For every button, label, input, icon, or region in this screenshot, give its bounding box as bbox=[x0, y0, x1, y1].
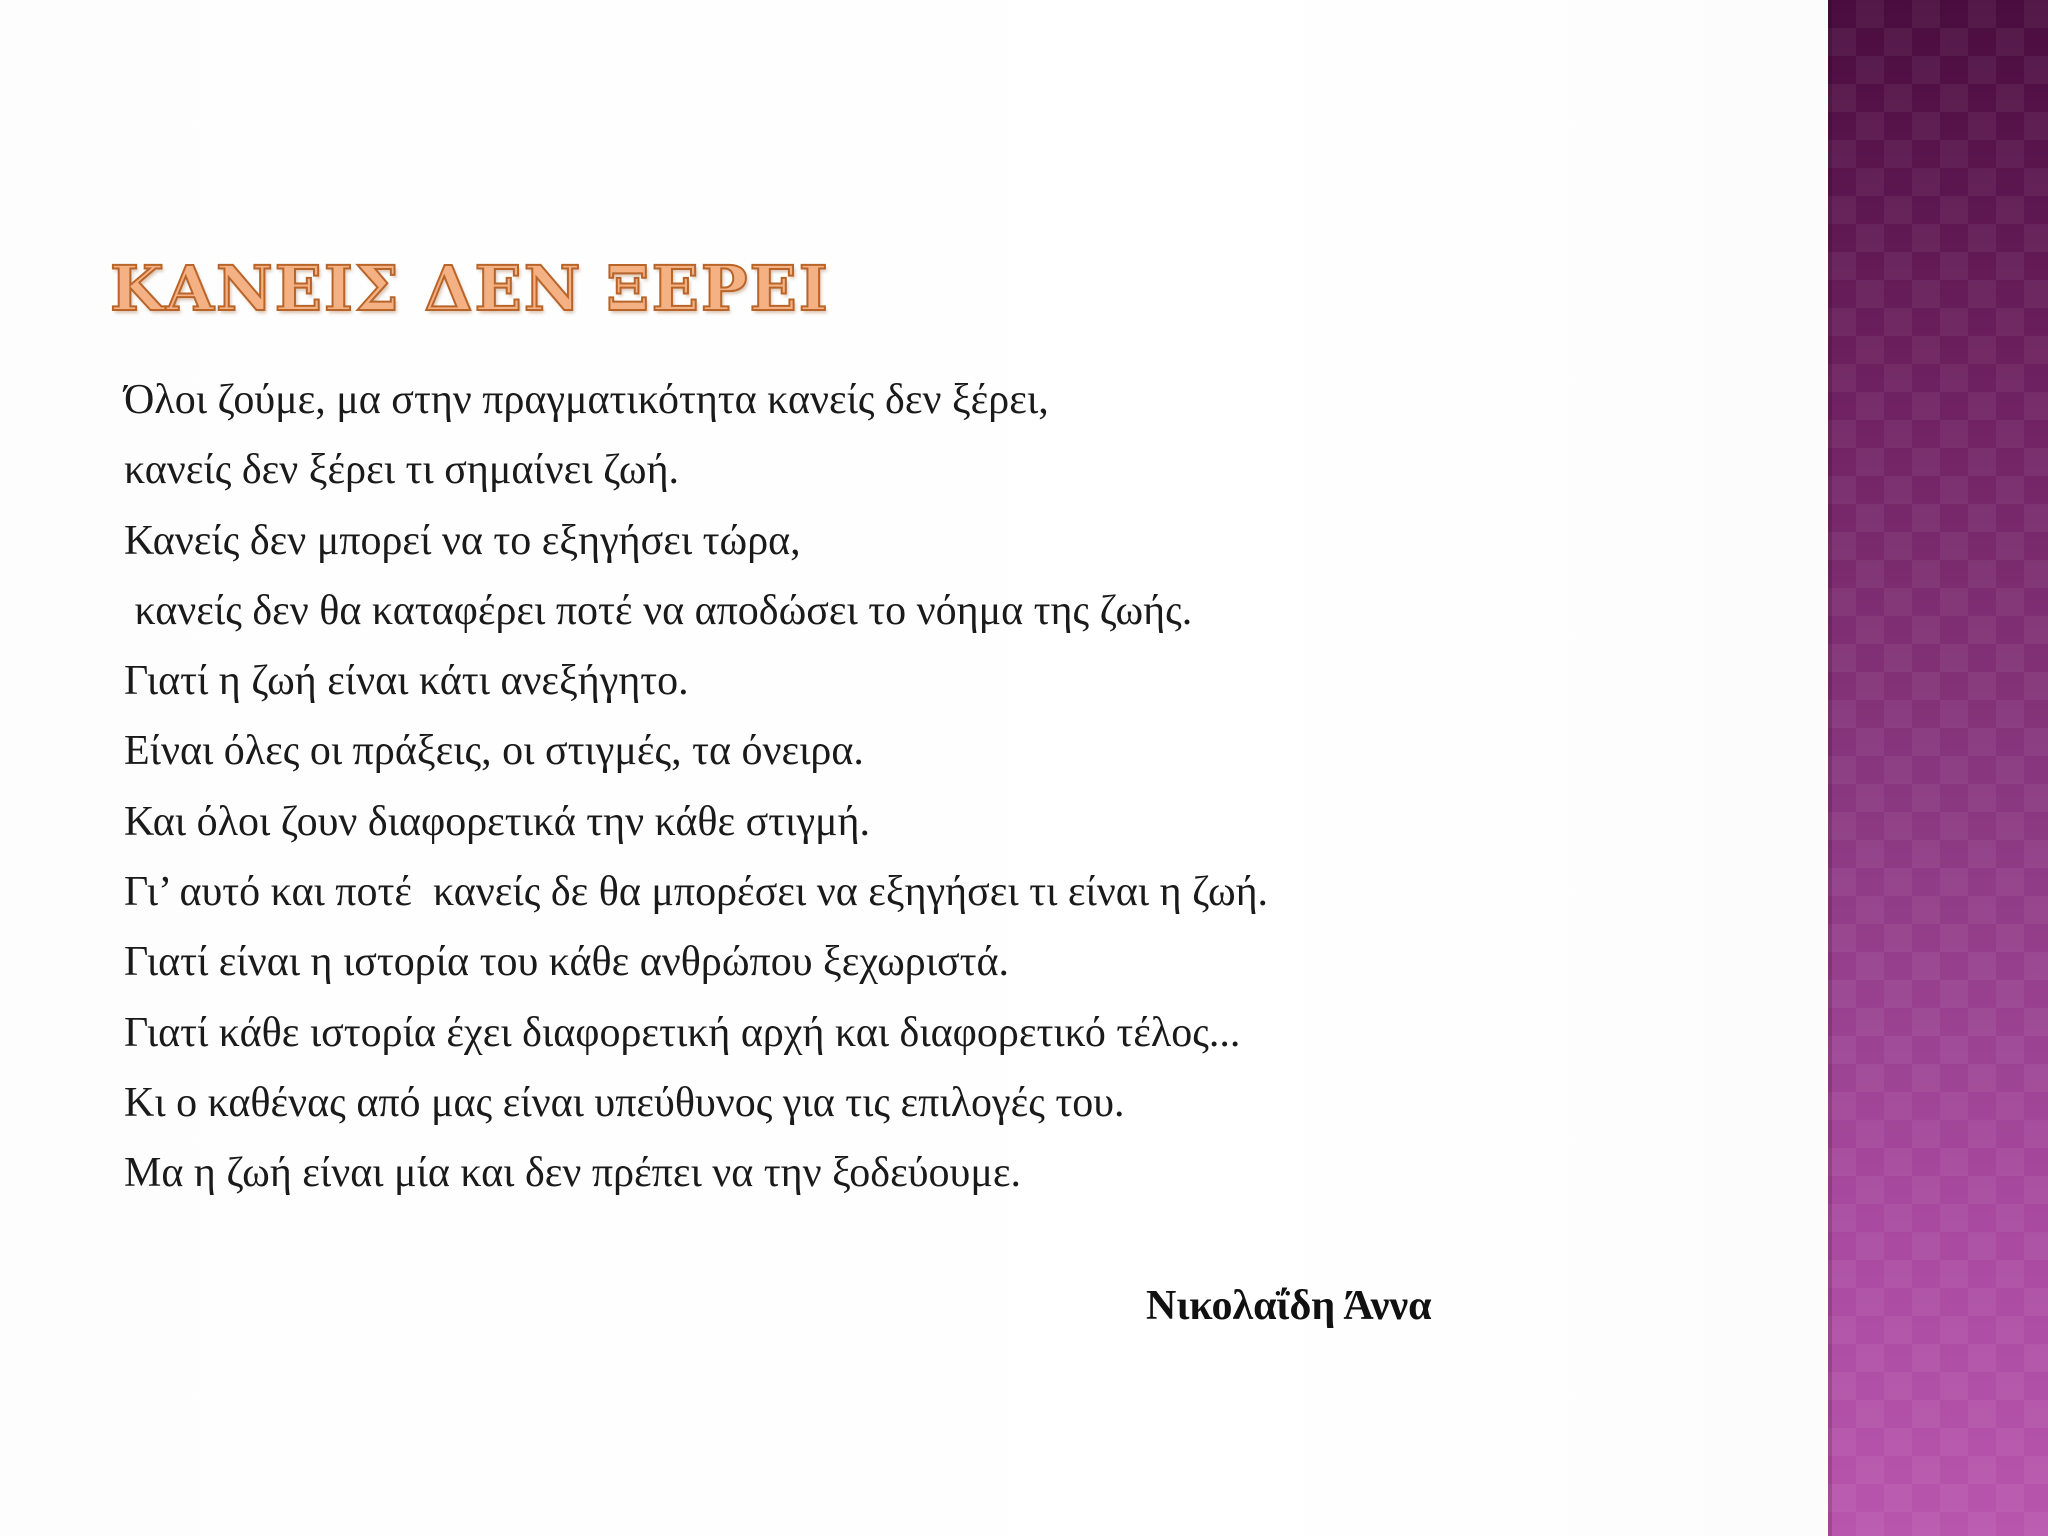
poem-line: Όλοι ζούμε, μα στην πραγματικότητα κανείς δεν ξέρει, bbox=[124, 377, 1049, 423]
poem-line: Είναι όλες οι πράξεις, οι στιγμές, τα όνειρα. bbox=[124, 728, 864, 775]
poem-line: Κι ο καθένας από μας είναι υπεύθυνος για τις επιλογές του. bbox=[124, 1079, 1125, 1126]
diamond-pattern bbox=[1828, 0, 2048, 1536]
poem-line: Γιατί η ζωή είναι κάτι ανεξήγητο. bbox=[124, 658, 689, 705]
poem-line: Και όλοι ζουν διαφορετικά την κάθε στιγμή. bbox=[124, 798, 871, 845]
poem-line: Γι’ αυτό και ποτέ κανείς δε θα μπορέσει να εξηγήσει τι είναι η ζωή. bbox=[124, 869, 1269, 916]
poem-line: κανείς δεν θα καταφέρει ποτέ να αποδώσει το νόημα της ζωής. bbox=[124, 587, 1193, 634]
band-edge bbox=[1828, 0, 1832, 1536]
poem-line: Γιατί είναι η ιστορία του κάθε ανθρώπου ξεχωριστά. bbox=[124, 939, 1010, 986]
poem-line: Μα η ζωή είναι μία και δεν πρέπει να την ξοδεύουμε. bbox=[124, 1150, 1021, 1197]
author-name: Νικολαΐδη Άννα bbox=[1146, 1283, 1432, 1329]
poem-line: κανείς δεν ξέρει τι σημαίνει ζωή. bbox=[124, 447, 680, 494]
decorative-side-band bbox=[1828, 0, 2048, 1536]
slide-title: ΚΑΝΕΙΣ ΔΕΝ ΞΕΡΕΙ bbox=[110, 252, 830, 325]
poem-line: Κανείς δεν μπορεί να το εξηγήσει τώρα, bbox=[124, 517, 801, 564]
poem-line: Γιατί κάθε ιστορία έχει διαφορετική αρχή και διαφορετικό τέλος... bbox=[124, 1009, 1241, 1056]
poem-body bbox=[124, 372, 1268, 1216]
